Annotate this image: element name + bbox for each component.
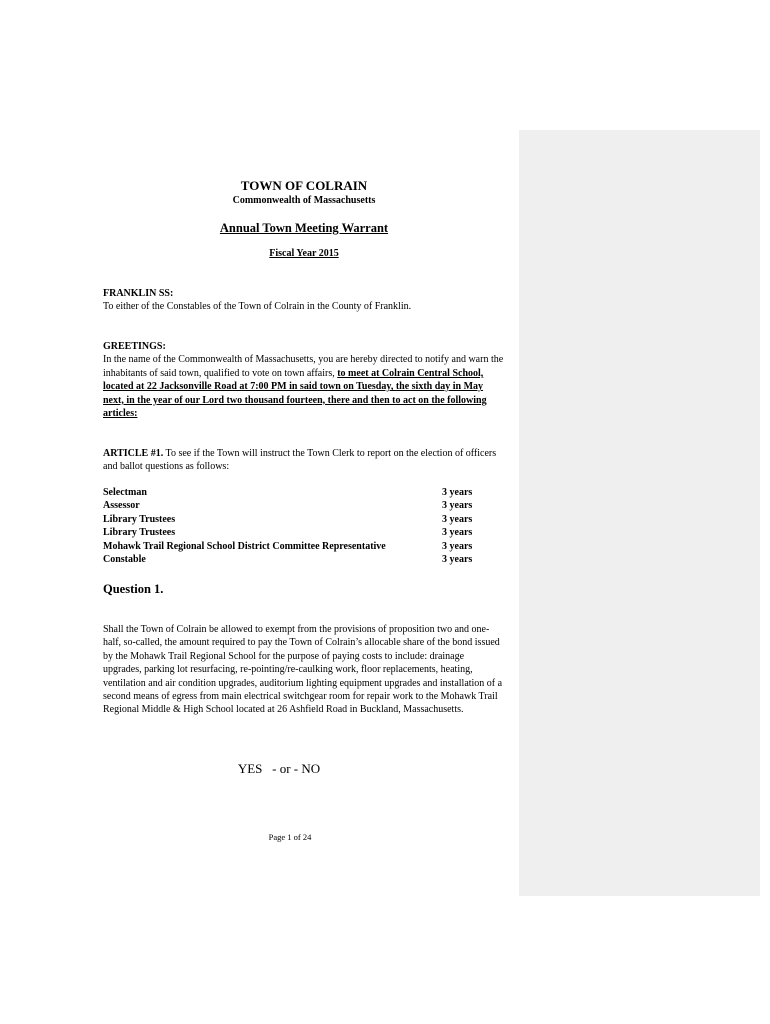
franklin-text: To either of the Constables of the Town of Colrain in the County of Franklin.: [103, 301, 412, 313]
office-row: [103, 487, 505, 500]
office-name: Constable: [103, 554, 146, 565]
page-number: Page 1 of 24: [268, 832, 312, 842]
greetings-section: [103, 340, 505, 420]
fiscal-year: Fiscal Year 2015: [269, 248, 339, 259]
town-title: TOWN OF COLRAIN: [240, 178, 368, 193]
office-term: 3 years: [442, 540, 473, 552]
greetings-emphasis: to meet at Colrain Central School, located at 22 Jacksonville Road at 7:00 PM in said town on Tuesday, the sixth day in May next, in the year of our Lord two thousand fourteen, there and then to act on the following articles:: [103, 367, 487, 420]
office-term: 3 years: [442, 527, 473, 539]
article-1-label: ARTICLE #1.: [103, 448, 164, 459]
office-term: 3 years: [442, 554, 473, 565]
office-row: [103, 500, 505, 513]
office-row: [103, 541, 505, 554]
greetings-heading: GREETINGS:: [103, 341, 166, 352]
office-row: [103, 514, 505, 527]
office-name: Library Trustees: [103, 513, 176, 525]
greetings-text: In the name of the Commonwealth of Massachusetts, you are hereby directed to notify and warn the inhabitants of said town, qualified to vote on town affairs,: [103, 354, 504, 379]
question-1-heading: Question 1.: [103, 582, 164, 596]
office-name: Selectman: [103, 487, 147, 498]
article-1-text: To see if the Town will instruct the Town Clerk to report on the election of officers and ballot questions as follows:: [103, 448, 497, 473]
greetings-paragraph: [103, 353, 505, 420]
office-row: [103, 554, 505, 567]
comment-pane: [519, 130, 760, 896]
vote-options: YES - or - NO: [237, 761, 321, 776]
commonwealth-subtitle: Commonwealth of Massachusetts: [232, 195, 376, 206]
office-term: 3 years: [442, 487, 473, 498]
article-1: [103, 447, 505, 474]
office-name: Library Trustees: [103, 527, 176, 539]
office-name: Mohawk Trail Regional School District Committee Representative: [103, 540, 386, 552]
franklin-heading: FRANKLIN SS:: [103, 288, 174, 299]
question-1-text: Shall the Town of Colrain be allowed to exempt from the provisions of proposition two and one-half, so-called, the amount required to pay the Town of Colrain’s allocable share of the bond issued by the Mohawk Trail Regional School for the purpose of paying costs to include: drainage upgrades, parking lot resurfacing, re-pointing/re-caulking work, floor replacements, heating, ventilation and air condition upgrades, auditorium lighting equipment upgrades and installation of a second means of egress from main electrical switchgear room for repair work to the Mohawk Trail Regional Middle & High School located at 26 Ashfield Road in Buckland, Massachusetts.: [103, 624, 503, 716]
office-term: 3 years: [442, 513, 473, 525]
office-term: 3 years: [442, 500, 473, 512]
office-name: Assessor: [103, 500, 140, 512]
office-row: [103, 527, 505, 540]
franklin-section: [103, 287, 505, 314]
warrant-title: Annual Town Meeting Warrant: [219, 221, 389, 235]
